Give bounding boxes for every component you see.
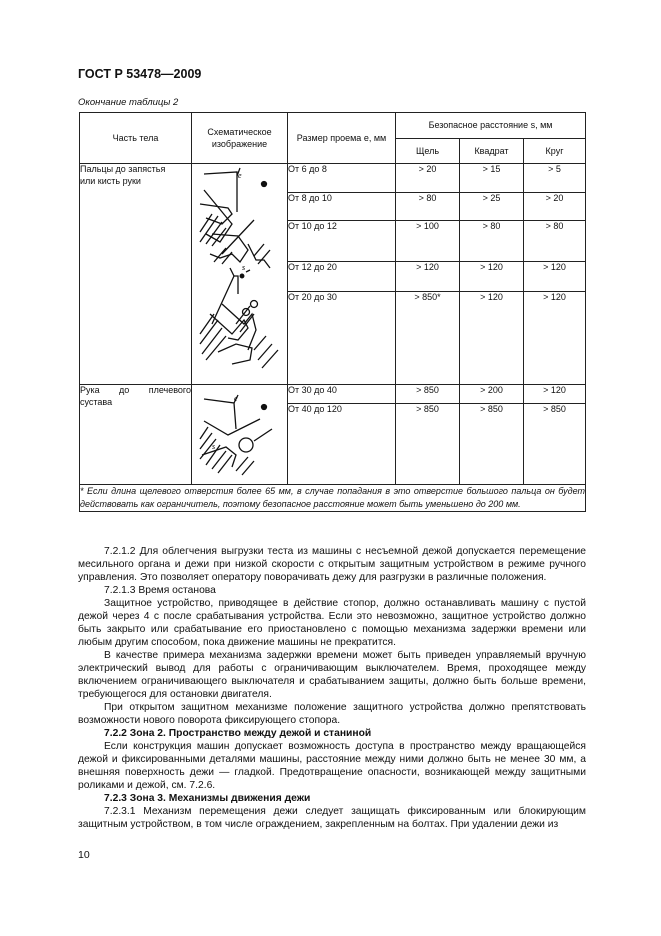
- page-number: 10: [78, 849, 90, 861]
- slot-value: > 20: [396, 164, 460, 193]
- slot-value: > 850: [396, 404, 460, 485]
- scheme-arm-figure: [192, 385, 288, 485]
- paragraph-7-2-3-1: 7.2.3.1 Механизм перемещения дежи следует защищать фиксированным или блокирующим защитным устройством, в том числе ограждением, закрепленным на болтах. При удалении дежи из: [78, 806, 586, 830]
- slot-value: > 850*: [396, 291, 460, 384]
- figure-label-s: s: [242, 263, 246, 272]
- round-value: > 120: [524, 385, 586, 404]
- table-footnote: * Если длина щелевого отверстия более 65 мм, в случае попадания в это отверстие большого пальца он будет действовать как ограничитель, поэтому безопасное расстояние может быть уменьшено до 200 мм.: [80, 485, 586, 512]
- body-part-fingers: Пальцы до запястья или кисть руки: [80, 164, 192, 385]
- figure-label-s: s: [212, 442, 216, 451]
- body-text: [78, 545, 586, 831]
- opening-value: От 30 до 40: [288, 385, 396, 404]
- square-value: > 80: [460, 221, 524, 262]
- document-header: ГОСТ Р 53478—2009: [78, 67, 202, 81]
- heading-7-2-3: 7.2.3 Зона 3. Механизмы движения дежи: [104, 793, 311, 804]
- square-value: > 120: [460, 291, 524, 384]
- square-value: > 120: [460, 262, 524, 291]
- slot-value: > 100: [396, 221, 460, 262]
- table-row: [80, 164, 586, 193]
- square-value: > 15: [460, 164, 524, 193]
- paragraph-7-2-1-2: 7.2.1.2 Для облегчения выгрузки теста из машины с несъемной дежой допускается перемещение месильного органа и дежи при низкой скорости с открытым защитным устройством в режиме ручного управления. Это позволяет оператору поворачивать дежу для разгрузки в различные положения.: [78, 546, 586, 583]
- round-value: > 80: [524, 221, 586, 262]
- square-value: > 850: [460, 404, 524, 485]
- table-caption: Окончание таблицы 2: [78, 97, 179, 108]
- safety-distance-table: [79, 112, 586, 512]
- round-value: > 120: [524, 262, 586, 291]
- heading-7-2-2: 7.2.2 Зона 2. Пространство между дежой и станиной: [104, 728, 372, 739]
- header-square: Квадрат: [460, 139, 524, 164]
- opening-value: От 40 до 120: [288, 404, 396, 485]
- fingers-scheme-illustration: [192, 164, 288, 384]
- body-part-arm: Рука до плечевого сустава: [80, 385, 192, 485]
- paragraph-7-2-1-3-title: 7.2.1.3 Время останова: [104, 585, 216, 596]
- opening-value: От 10 до 12: [288, 221, 396, 262]
- header-slot: Щель: [396, 139, 460, 164]
- slot-value: > 850: [396, 385, 460, 404]
- opening-value: От 8 до 10: [288, 193, 396, 221]
- header-body-part: Часть тела: [80, 113, 192, 164]
- header-round: Круг: [524, 139, 586, 164]
- figure-label-e: e: [234, 394, 238, 403]
- scheme-fingers-figure: [192, 164, 288, 385]
- slot-value: > 80: [396, 193, 460, 221]
- slot-value: > 120: [396, 262, 460, 291]
- opening-value: От 20 до 30: [288, 291, 396, 384]
- round-value: > 850: [524, 404, 586, 485]
- square-value: > 200: [460, 385, 524, 404]
- paragraph-zone-2: Если конструкция машин допускает возможность доступа в пространство между вращающейся дежой и фиксированными деталями машины, расстояние между ними должно быть не менее 30 мм, а внешняя поверхность дежи — гладкой. Предотвращение опасности, возникающей между защитными роликами и дежой, см. 7.2.6.: [78, 741, 586, 791]
- opening-value: От 12 до 20: [288, 262, 396, 291]
- header-opening: Размер проема e, мм: [288, 113, 396, 164]
- header-scheme: Схематическое изображение: [192, 113, 288, 164]
- table-row: [80, 385, 586, 404]
- opening-value: От 6 до 8: [288, 164, 396, 193]
- round-value: > 5: [524, 164, 586, 193]
- header-safe-distance: Безопасное расстояние s, мм: [396, 113, 586, 139]
- figure-label-e: e: [238, 171, 242, 180]
- paragraph-open-guard: При открытом защитном механизме положение защитного устройства должно препятствовать возможности нового поворота фиксирующего стопора.: [78, 702, 586, 726]
- paragraph-stop-time: Защитное устройство, приводящее в действие стопор, должно останавливать машину с пустой дежой через 4 с после срабатывания устройства. Если это невозможно, защитное устройство должно быть закрыто или срабатывание его приостановлено с помощью механизма задержки времени или любым другим способом, пока движение машины не прекратится.: [78, 598, 586, 648]
- round-value: > 120: [524, 291, 586, 384]
- arm-scheme-illustration: [192, 385, 288, 483]
- round-value: > 20: [524, 193, 586, 221]
- paragraph-delay-example: В качестве примера механизма задержки времени может быть приведен управляемый вручную электрический вывод для работы с ограничивающим выключателем. Время, проходящее между включением ограничивающего выключателя и срабатыванием защиты, должно быть больше времени, требующегося для остановки двигателя.: [78, 650, 586, 700]
- square-value: > 25: [460, 193, 524, 221]
